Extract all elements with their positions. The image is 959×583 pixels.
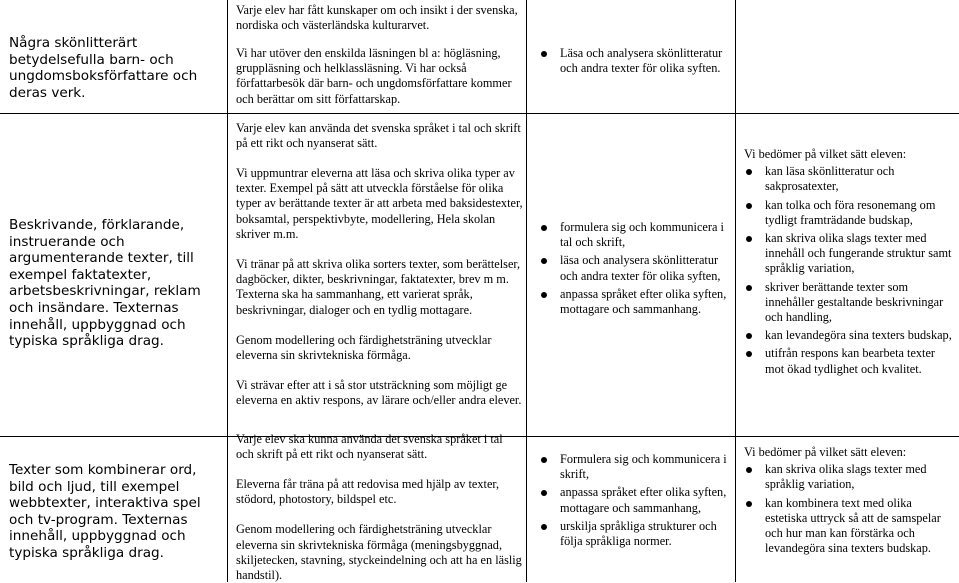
assess-item: kan tolka och föra resonemang om tydligt framträdande budskap, xyxy=(744,198,954,228)
goal-item: anpassa språket efter olika syften, mottagare och sammanhang. xyxy=(539,287,732,317)
assess-cell-2 xyxy=(744,147,954,377)
assess-item: skriver berättande texter som innehåller gestaltande beskrivningar och handling, xyxy=(744,280,954,326)
goals-list xyxy=(539,220,732,317)
work-text: Genom modellering och färdighetsträning utvecklar eleverna sin skrivtekniska förmåga (meningsbyggnad, skiljetecken, stavning, styckeindelning och att ha en läslig handstil). xyxy=(236,522,522,583)
assess-heading: Vi bedömer på vilket sätt eleven: xyxy=(744,445,907,459)
work-cell-1 xyxy=(236,46,521,107)
assess-item: kan skriva olika slags texter med språklig variation, xyxy=(744,462,954,492)
work-cell-2 xyxy=(236,166,523,409)
aim-text: Varje elev kan använda det svenska språket i tal och skrift på ett rikt och nyanserat sätt. xyxy=(236,121,521,151)
topic-text: Några skönlitterärt betydelsefulla barn- och ungdomsboksförfattare och deras verk. xyxy=(9,35,198,101)
aim-text: Varje elev ska kunna använda det svenska språket i tal och skrift på ett rikt och nyanserat sätt. xyxy=(236,432,503,462)
assess-item: kan levandegöra sina texters budskap, xyxy=(744,328,954,343)
goal-item: läsa och analysera skönlitteratur och andra texter för olika syften, xyxy=(539,253,732,283)
work-text: Vi tränar på att skriva olika sorters texter, som berättelser, dagböcker, dikter, beskrivningar, faktatexter, brev m m. Texterna ska ha sammanhang, ett varierat språk, beskrivningar, dialoger och en tydlig mottagare. xyxy=(236,257,521,317)
goals-cell-3 xyxy=(539,452,732,549)
work-cell-3 xyxy=(236,477,523,583)
assess-item: kan kombinera text med olika estetiska uttryck så att de samspelar och hur man kan förstärka och levandegöra sina texters budskap. xyxy=(744,496,954,557)
work-text: Vi uppmuntrar eleverna att läsa och skriva olika typer av texter. Exempel på sätt att utveckla förståelse för olika typer av berättande texter är att arbeta med baksidestexter, boksamtal, perspektivbyte, modellering, Hela skolan skriver m.m. xyxy=(236,166,523,241)
assess-heading: Vi bedömer på vilket sätt eleven: xyxy=(744,147,907,161)
aim-cell-2 xyxy=(236,121,521,151)
goal-item: Läsa och analysera skönlitteratur och andra texter för olika syften. xyxy=(539,46,732,76)
assess-item: utifrån respons kan bearbeta texter mot ökad tydlighet och kvalitet. xyxy=(744,346,954,376)
topic-text: Texter som kombinerar ord, bild och ljud, till exempel webbtexter, interaktiva spel och tv-program. Texternas innehåll, uppbyggnad och typiska språkliga drag. xyxy=(9,462,201,561)
topic-cell-3 xyxy=(9,462,221,562)
column-divider xyxy=(227,0,228,582)
goal-item: Formulera sig och kommunicera i skrift, xyxy=(539,452,732,482)
topic-text: Beskrivande, förklarande, instruerande och argumenterande texter, till exempel faktatexter, arbetsbeskrivningar, reklam och insändare. Texternas innehåll, uppbyggnad och typiska språkliga drag. xyxy=(9,217,201,350)
goals-list xyxy=(539,46,732,76)
goals-cell-2 xyxy=(539,220,732,317)
work-text: Vi strävar efter att i så stor utsträckning som möjligt ge eleverna en aktiv respons, av lärare och/eller andra elever. xyxy=(236,378,522,408)
topic-cell-2 xyxy=(9,217,224,350)
assess-list xyxy=(744,462,954,556)
assess-list xyxy=(744,164,954,377)
column-divider xyxy=(526,0,527,582)
aim-cell-1 xyxy=(236,3,521,33)
goals-list xyxy=(539,452,732,549)
work-text: Eleverna får träna på att redovisa med hjälp av texter, stödord, photostory, bildspel etc. xyxy=(236,477,500,507)
assess-item: kan läsa skönlitteratur och sakprosatexter, xyxy=(744,164,954,194)
assess-item: kan skriva olika slags texter med innehåll och fungerande struktur samt språklig variation, xyxy=(744,231,954,277)
aim-text: Varje elev har fått kunskaper om och insikt i der svenska, nordiska och västerländska kulturarvet. xyxy=(236,3,518,33)
work-text: Vi har utöver den enskilda läsningen bl a: högläsning, gruppläsning och helklassläsning. Vi har också författarbesök där barn- och ungdomsförfattare kommer och berättar om sitt författarskap. xyxy=(236,46,512,106)
assess-cell-3 xyxy=(744,445,954,556)
goal-item: anpassa språket efter olika syften, mottagare och sammanhang, xyxy=(539,485,732,515)
topic-cell-1 xyxy=(9,35,221,101)
goal-item: formulera sig och kommunicera i tal och skrift, xyxy=(539,220,732,250)
work-text: Genom modellering och färdighetsträning utvecklar eleverna sin skrivtekniska förmåga. xyxy=(236,332,492,363)
goals-cell-1 xyxy=(539,46,732,76)
aim-cell-3 xyxy=(236,432,521,462)
row-divider xyxy=(0,113,959,114)
goal-item: urskilja språkliga strukturer och följa språkliga normer. xyxy=(539,519,732,549)
column-divider xyxy=(735,0,736,582)
